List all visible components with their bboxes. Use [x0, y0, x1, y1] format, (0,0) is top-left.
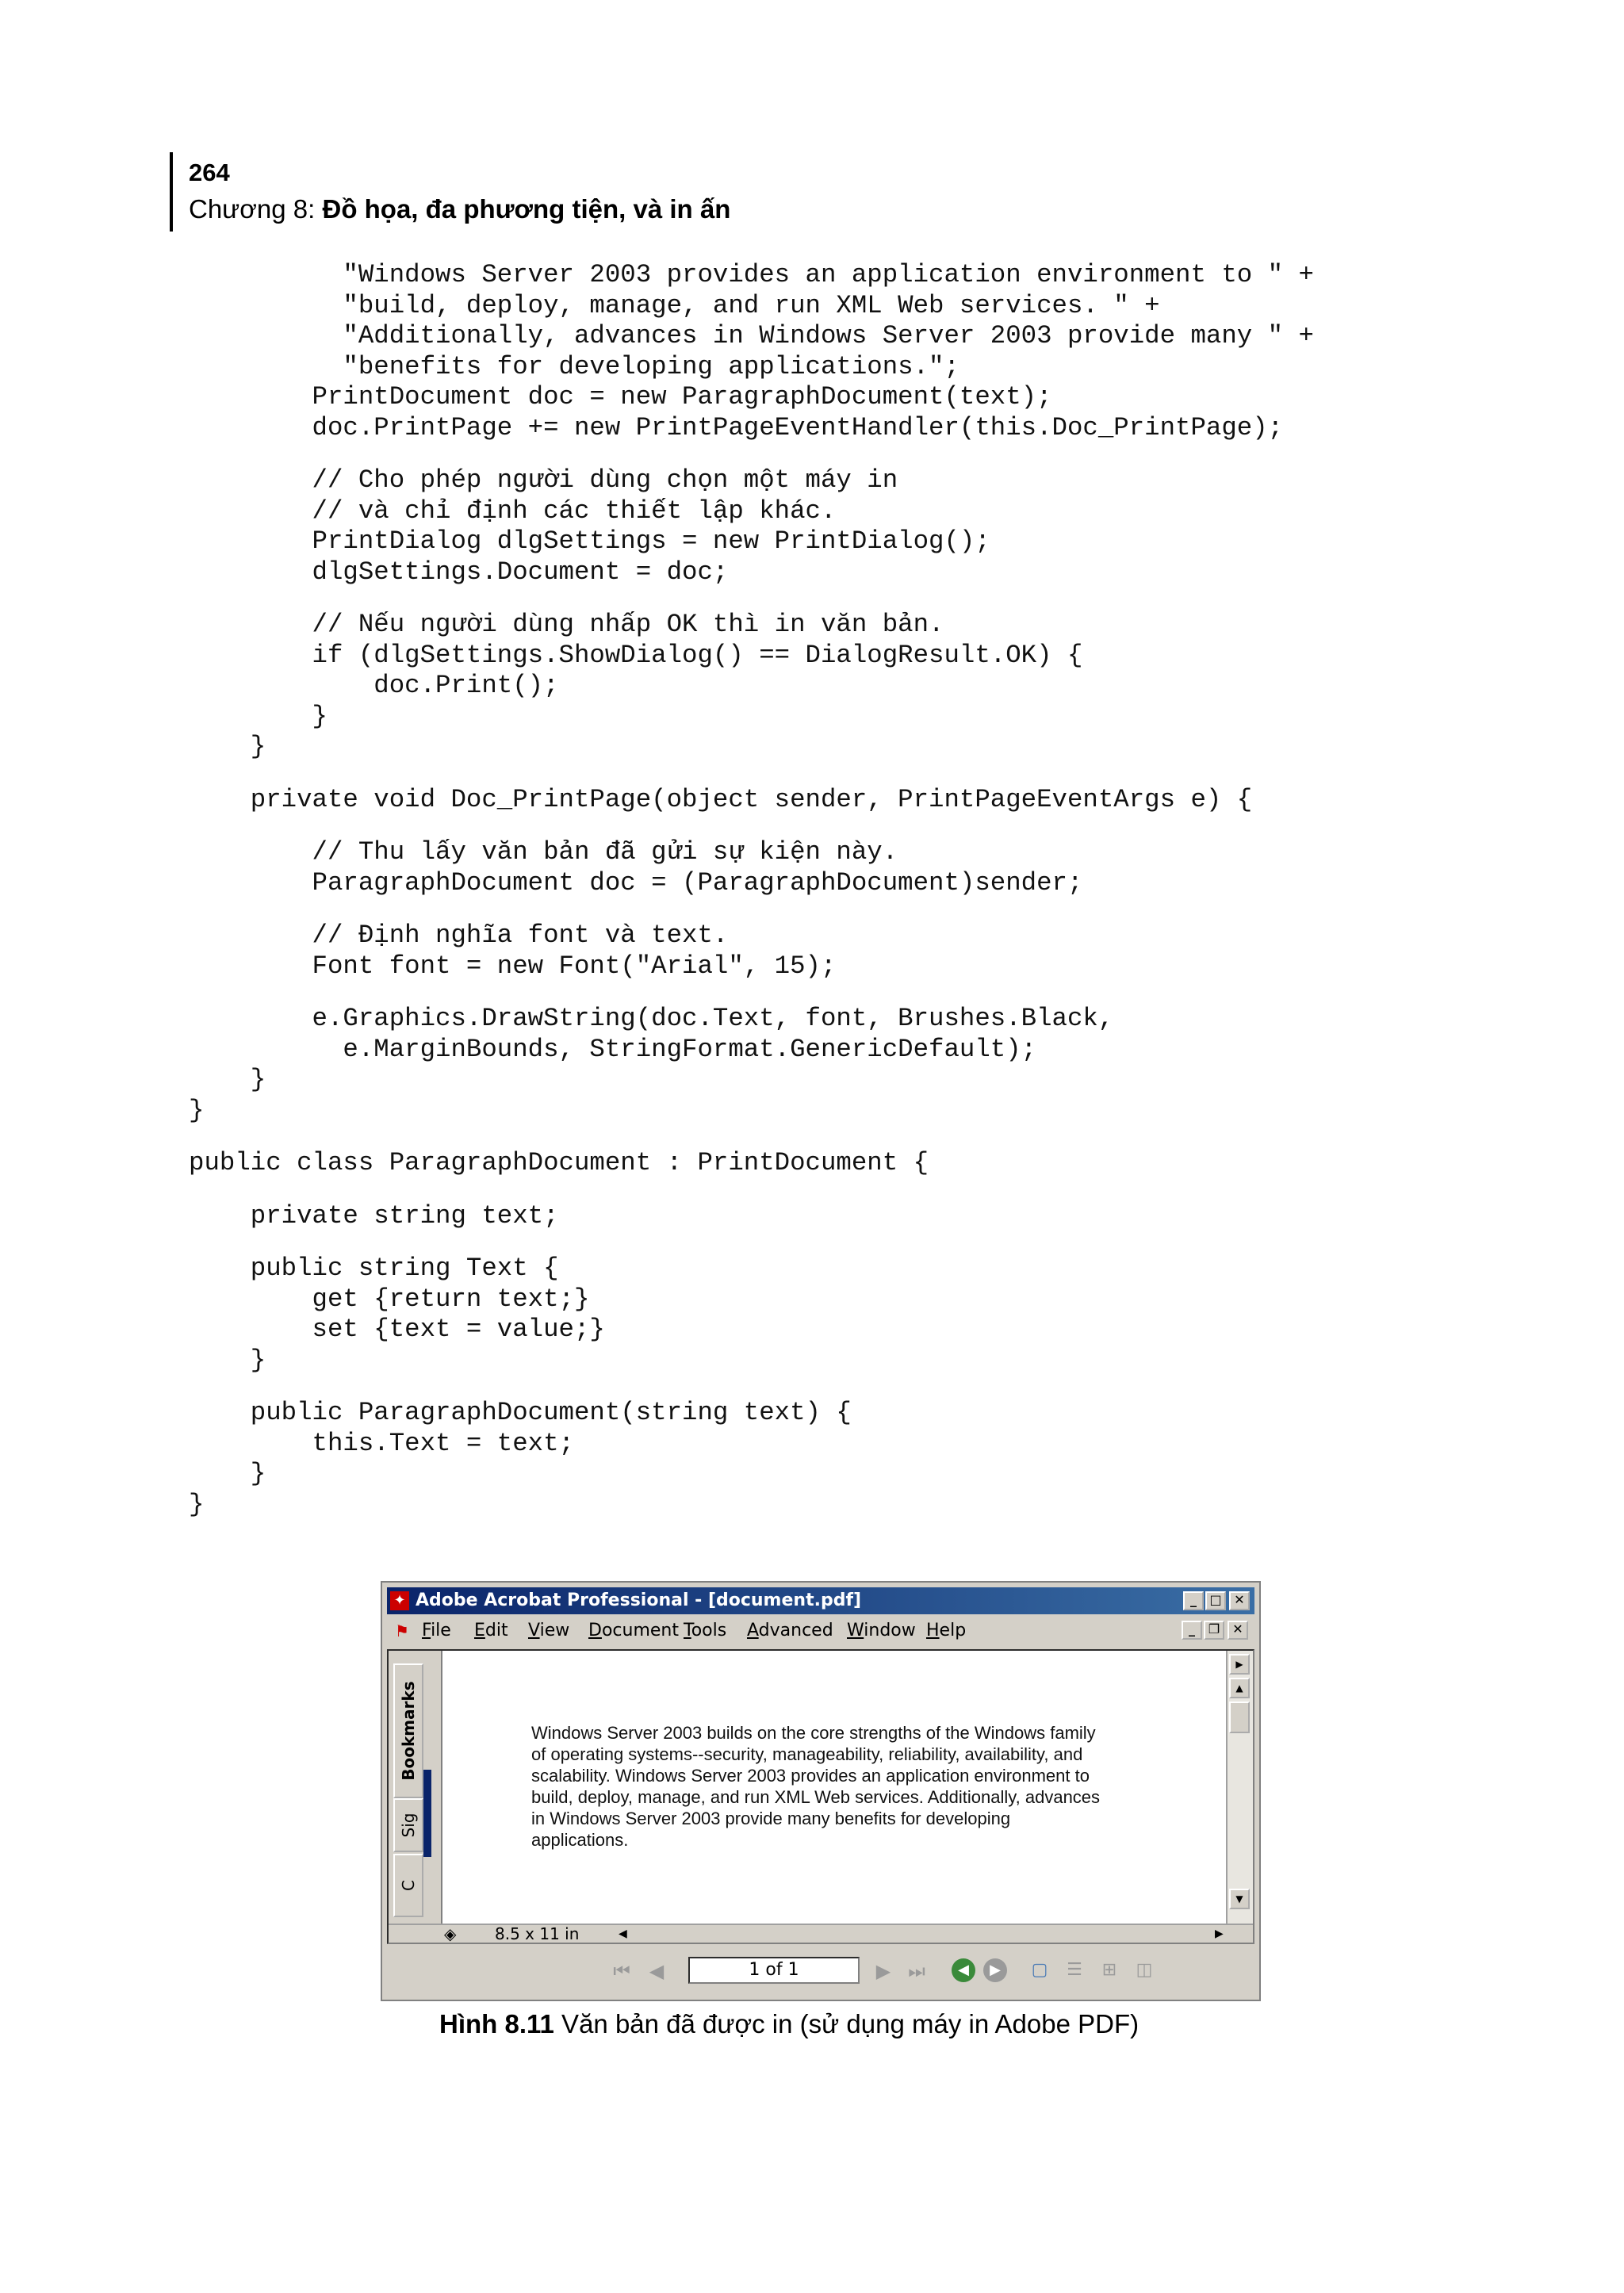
acrobat-logo-icon: ✦: [390, 1591, 409, 1610]
acrobat-window: [381, 1581, 1261, 2001]
code-line: }: [189, 732, 266, 761]
code-line: public ParagraphDocument(string text) {: [189, 1398, 852, 1427]
code-line: [189, 1231, 1314, 1254]
code-line: get {return text;}: [189, 1284, 590, 1314]
header-rule: [170, 152, 173, 232]
pdf-page-text: Windows Server 2003 builds on the core strengths of the Windows family of operating systems--security, manageability, reliability, availability, and scalability. Windows Server 2003 provides an application environment to build, deploy, manage, and run XML Web services. Additionally, advances in Windows Server 2003 provide many benefits for developing applications.: [531, 1723, 1101, 1850]
code-line: doc.PrintPage += new PrintPageEventHandler(this.Doc_PrintPage);: [189, 412, 1284, 442]
menu-advanced[interactable]: Advanced: [747, 1621, 833, 1640]
code-line: this.Text = text;: [189, 1428, 574, 1458]
scroll-down-icon[interactable]: ▼: [1229, 1889, 1250, 1909]
go-back-icon[interactable]: ◀: [952, 1958, 975, 1982]
document-area: [387, 1649, 1254, 1944]
navigation-pane: [389, 1651, 442, 1930]
previous-page-icon[interactable]: ◀: [649, 1960, 665, 1982]
code-line: [189, 1376, 1314, 1398]
code-line: [189, 763, 1314, 785]
split-handle-icon[interactable]: ◈: [444, 1924, 457, 1943]
code-line: }: [189, 1065, 266, 1094]
code-line: private void Doc_PrintPage(object sender, PrintPageEventArgs e) {: [189, 784, 1253, 814]
menu-edit[interactable]: Edit: [474, 1621, 508, 1640]
scroll-right-icon[interactable]: ▶: [1215, 1927, 1224, 1940]
page-indicator[interactable]: 1 of 1: [688, 1957, 860, 1984]
code-line: private string text;: [189, 1200, 559, 1231]
tab-other[interactable]: C: [393, 1854, 423, 1917]
code-line: [189, 982, 1314, 1004]
code-line: // Thu lấy văn bản đã gửi sự kiện này.: [189, 837, 898, 867]
title-bar: [387, 1587, 1254, 1614]
menu-document[interactable]: Document: [588, 1621, 679, 1640]
code-line: [189, 443, 1314, 465]
next-view-icon[interactable]: ▶: [1229, 1654, 1250, 1675]
code-line: public class ParagraphDocument : PrintDocument {: [189, 1148, 929, 1177]
pdf-page: [446, 1651, 1207, 1930]
code-line: "Additionally, advances in Windows Server 2003 provide many " +: [189, 321, 1314, 350]
next-page-icon[interactable]: ▶: [875, 1960, 891, 1982]
code-line: e.MarginBounds, StringFormat.GenericDefault);: [189, 1034, 1037, 1064]
code-line: ParagraphDocument doc = (ParagraphDocument)sender;: [189, 867, 1083, 898]
menu-file[interactable]: File: [422, 1621, 451, 1640]
code-line: public string Text {: [189, 1254, 559, 1283]
menu-bar: [387, 1617, 1254, 1644]
tab-edge: [423, 1770, 431, 1857]
restore-icon[interactable]: ❐: [1204, 1621, 1224, 1640]
scroll-up-icon[interactable]: ▲: [1229, 1678, 1250, 1698]
scroll-left-icon[interactable]: ◀: [619, 1927, 627, 1940]
code-line: if (dlgSettings.ShowDialog() == DialogResult.OK) {: [189, 640, 1083, 670]
code-line: }: [189, 1459, 266, 1488]
continuous-icon[interactable]: ☰: [1067, 1960, 1082, 1980]
maximize-icon[interactable]: □: [1205, 1591, 1226, 1610]
first-page-icon[interactable]: ⏮: [613, 1960, 630, 1982]
code-line: // Nếu người dùng nhấp OK thì in văn bản.: [189, 610, 944, 639]
page-size: 8.5 x 11 in: [495, 1924, 580, 1943]
code-listing: [189, 260, 1314, 1520]
minimize-icon[interactable]: _: [1183, 1591, 1204, 1610]
chapter-prefix: Chương 8:: [189, 194, 323, 224]
facing-icon[interactable]: ◫: [1136, 1960, 1153, 1980]
code-line: PrintDocument doc = new ParagraphDocument(text);: [189, 382, 1052, 412]
code-line: Font font = new Font("Arial", 15);: [189, 951, 837, 981]
code-line: [189, 898, 1314, 921]
chapter-title: [189, 194, 730, 224]
code-line: e.Graphics.DrawString(doc.Text, font, Brushes.Black,: [189, 1004, 1114, 1033]
code-line: set {text = value;}: [189, 1315, 605, 1344]
last-page-icon[interactable]: ⏭: [908, 1960, 925, 1982]
code-line: PrintDialog dlgSettings = new PrintDialog();: [189, 526, 990, 556]
code-line: [189, 1179, 1314, 1201]
scroll-thumb[interactable]: [1229, 1702, 1250, 1733]
code-line: // Cho phép người dùng chọn một máy in: [189, 465, 898, 495]
figure-caption: [439, 2009, 1139, 2039]
code-line: doc.Print();: [189, 671, 559, 700]
horizontal-scrollbar[interactable]: [389, 1924, 1253, 1943]
continuous-facing-icon[interactable]: ⊞: [1101, 1960, 1117, 1980]
code-line: "benefits for developing applications.";: [189, 351, 959, 381]
page-number: 264: [189, 159, 230, 186]
doc-minimize-icon[interactable]: _: [1182, 1621, 1202, 1640]
tab-bookmarks[interactable]: Bookmarks: [393, 1663, 423, 1798]
tab-signatures[interactable]: Sig: [393, 1798, 423, 1852]
code-line: [189, 815, 1314, 837]
doc-close-icon[interactable]: ✕: [1228, 1621, 1248, 1640]
code-line: dlgSettings.Document = doc;: [189, 557, 729, 587]
vertical-scrollbar[interactable]: [1226, 1651, 1253, 1930]
chapter-name: Đồ họa, đa phương tiện, và in ấn: [322, 194, 731, 224]
single-page-icon[interactable]: ▢: [1031, 1960, 1048, 1980]
window-title: Adobe Acrobat Professional - [document.pdf]: [416, 1591, 862, 1610]
caption-text: Văn bản đã được in (sử dụng máy in Adobe PDF): [553, 2009, 1139, 2038]
code-line: // Định nghĩa font và text.: [189, 921, 729, 950]
go-forward-icon[interactable]: ▶: [983, 1958, 1007, 1982]
code-line: }: [189, 1345, 266, 1375]
menu-tools[interactable]: Tools: [684, 1621, 727, 1640]
menu-view[interactable]: View: [528, 1621, 570, 1640]
menu-help[interactable]: Help: [926, 1621, 967, 1640]
code-line: "Windows Server 2003 provides an application environment to " +: [189, 260, 1314, 289]
close-icon[interactable]: ✕: [1229, 1591, 1250, 1610]
menu-window[interactable]: Window: [847, 1621, 916, 1640]
code-line: }: [189, 1095, 205, 1125]
status-bar: [387, 1949, 1254, 1993]
code-line: }: [189, 1489, 205, 1519]
code-line: "build, deploy, manage, and run XML Web services. " +: [189, 290, 1160, 320]
code-line: // và chỉ định các thiết lập khác.: [189, 496, 837, 526]
document-icon: ⚑: [395, 1621, 409, 1640]
code-line: [189, 1126, 1314, 1148]
code-line: }: [189, 701, 327, 731]
code-line: [189, 588, 1314, 610]
caption-label: Hình 8.11: [439, 2009, 554, 2038]
